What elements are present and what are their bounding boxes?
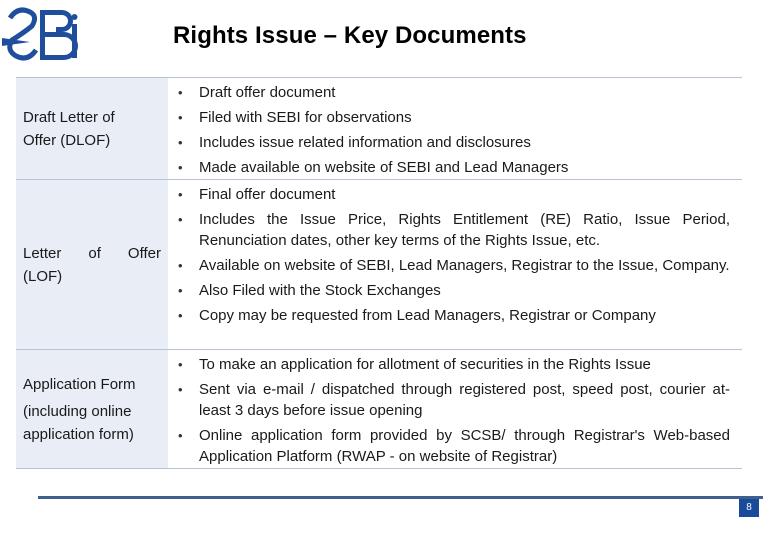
bullet-icon: • — [178, 308, 183, 323]
bullet-icon: • — [178, 212, 183, 227]
bullet-icon: • — [178, 160, 183, 175]
row-content-dlof — [168, 78, 742, 179]
bullet-icon: • — [178, 382, 183, 397]
row-content-application-form — [168, 350, 742, 468]
bullet-icon: • — [178, 258, 183, 273]
bullet-icon: • — [178, 110, 183, 125]
table-row-application-form — [16, 350, 742, 469]
row-content-lof — [168, 180, 742, 349]
row-label-line: application form) — [23, 425, 134, 443]
row-label-lof — [16, 180, 168, 349]
page-title: Rights Issue – Key Documents — [173, 22, 527, 49]
sebi-logo — [0, 2, 84, 66]
list-item: • Also Filed with the Stock Exchanges — [178, 282, 441, 299]
bullet-icon: • — [178, 357, 183, 372]
list-item: • Online application form provided by SCSB/ through Registrar's Web-based Application Platform (RWAP - on website of Registrar) — [178, 427, 730, 465]
row-label-application-form — [16, 350, 168, 468]
list-item: • Includes the Issue Price, Rights Entitlement (RE) Ratio, Issue Period, Renunciation dates, other key terms of the Rights Issue, etc. — [178, 211, 730, 249]
list-item: • Made available on website of SEBI and Lead Managers — [178, 159, 569, 176]
row-label-line: (including online — [23, 402, 132, 420]
bullet-icon: • — [178, 85, 183, 100]
list-item: • Copy may be requested from Lead Managers, Registrar or Company — [178, 307, 656, 324]
list-item: • Includes issue related information and disclosures — [178, 134, 531, 151]
row-label-dlof — [16, 78, 168, 179]
row-label-line: Draft Letter of — [23, 108, 115, 126]
row-label-line: Letter of Offer — [23, 244, 161, 262]
list-item: • To make an application for allotment of securities in the Rights Issue — [178, 356, 651, 373]
table-row-dlof — [16, 77, 742, 180]
bullet-icon: • — [178, 135, 183, 150]
bullet-icon: • — [178, 428, 183, 443]
list-item: • Available on website of SEBI, Lead Managers, Registrar to the Issue, Company. — [178, 257, 730, 274]
list-item: • Filed with SEBI for observations — [178, 109, 412, 126]
page-number: 8 — [739, 499, 759, 517]
bullet-icon: • — [178, 283, 183, 298]
documents-table — [16, 77, 742, 469]
table-row-lof — [16, 180, 742, 350]
row-label-line: (LOF) — [23, 267, 63, 285]
row-label-line: Offer (DLOF) — [23, 131, 111, 149]
footer-divider — [38, 496, 763, 499]
row-label-line: Application Form — [23, 375, 136, 393]
bullet-icon: • — [178, 187, 183, 202]
list-item: • Sent via e-mail / dispatched through registered post, speed post, courier at-least 3 days before issue opening — [178, 381, 730, 419]
list-item: • Draft offer document — [178, 84, 336, 101]
list-item: • Final offer document — [178, 186, 336, 203]
